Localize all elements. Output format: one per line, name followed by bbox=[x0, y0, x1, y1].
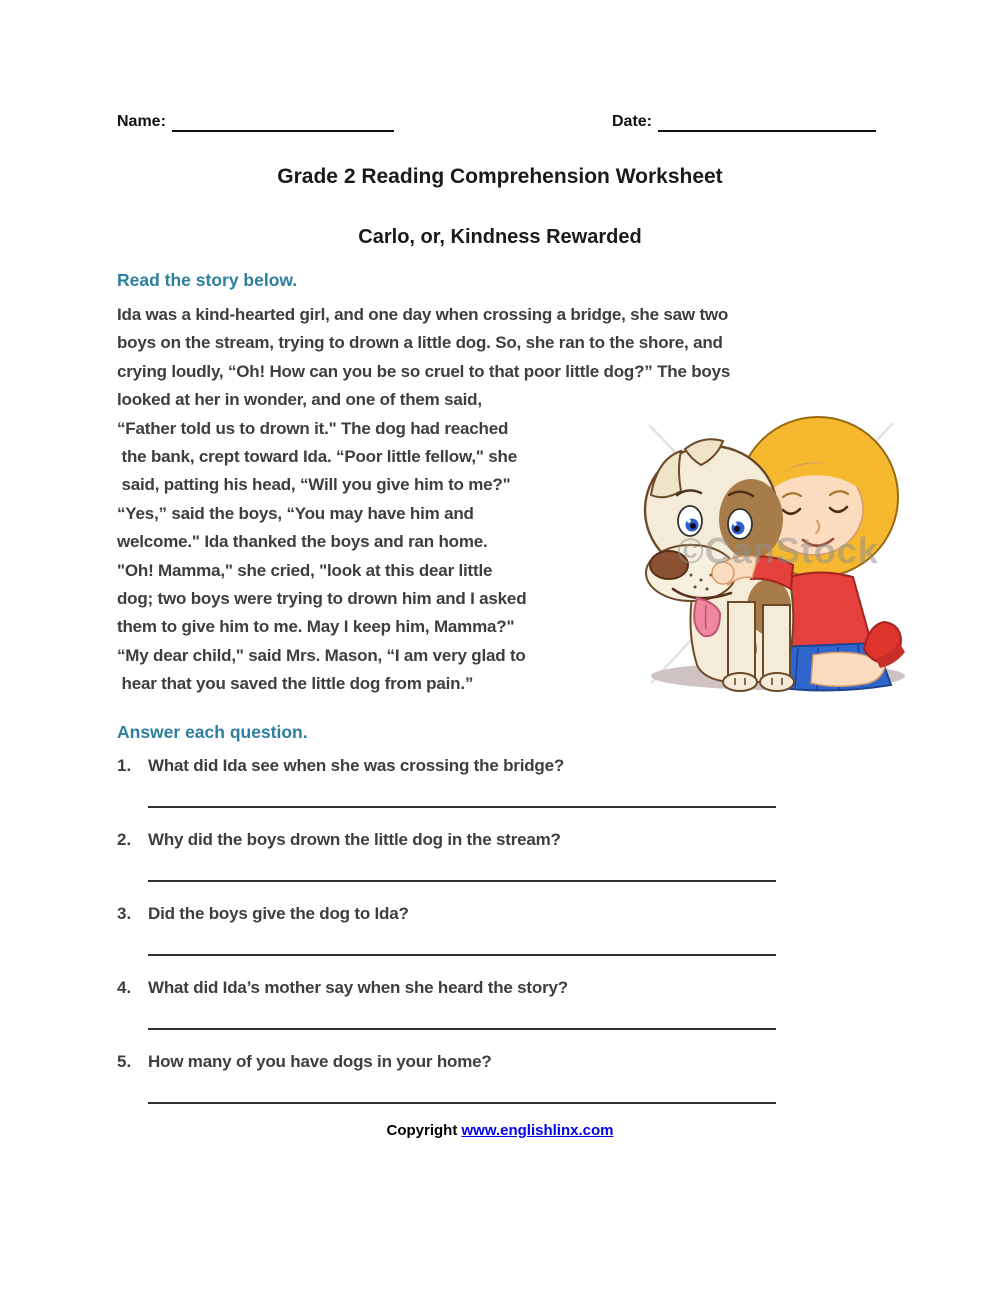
story-line: Ida was a kind-hearted girl, and one day when crossing a bridge, she saw two bbox=[117, 305, 729, 324]
question-text: How many of you have dogs in your home? bbox=[148, 1052, 492, 1071]
story-title: Carlo, or, Kindness Rewarded bbox=[358, 226, 642, 248]
story-line: crying loudly, “Oh! How can you be so cruel to that poor little dog?” The boys bbox=[117, 361, 731, 381]
question-text: Did the boys give the dog to Ida? bbox=[148, 904, 409, 923]
date-field bbox=[612, 112, 876, 132]
answer-blank-line bbox=[148, 1028, 776, 1030]
story-line: “Father told us to drown it." The dog had reached bbox=[117, 418, 509, 438]
question-number: 3. bbox=[117, 904, 132, 923]
question-text: What did Ida see when she was crossing the bridge? bbox=[148, 756, 565, 775]
date-label: Date: bbox=[611, 113, 652, 130]
name-field bbox=[117, 112, 394, 132]
question-number: 4. bbox=[117, 978, 132, 997]
question-block bbox=[117, 978, 885, 1030]
footer-copyright bbox=[0, 1122, 1000, 1139]
answer-blank-line bbox=[148, 880, 776, 882]
date-blank-line bbox=[658, 114, 876, 132]
answer-blank-line bbox=[148, 954, 776, 956]
question-block bbox=[117, 1052, 885, 1104]
questions-section-heading: Answer each question. bbox=[117, 722, 308, 742]
story-section-heading: Read the story below. bbox=[117, 270, 298, 290]
story-line: boys on the stream, trying to drown a little dog. So, she ran to the shore, and bbox=[117, 333, 723, 353]
story-line: looked at her in wonder, and one of them said, bbox=[117, 390, 482, 410]
clipart-girl-hugging-dog bbox=[633, 397, 910, 695]
story-line: them to give him to me. May I keep him, Mamma?" bbox=[117, 617, 515, 637]
stock-watermark-text: ©CanStock bbox=[677, 530, 879, 571]
story-line: "Oh! Mamma," she cried, "look at this dear little bbox=[117, 560, 493, 580]
question-text: Why did the boys drown the little dog in the stream? bbox=[148, 830, 561, 849]
story-line: “My dear child," said Mrs. Mason, “I am very glad to bbox=[117, 645, 526, 665]
question-block bbox=[117, 904, 885, 956]
questions-list bbox=[117, 756, 885, 1104]
question-number: 5. bbox=[117, 1052, 132, 1071]
story-line: dog; two boys were trying to drown him and I asked bbox=[117, 589, 527, 609]
story-line: welcome." Ida thanked the boys and ran home. bbox=[117, 532, 488, 552]
answer-blank-line bbox=[148, 806, 776, 808]
questions-section bbox=[117, 722, 885, 1126]
copyright-link[interactable]: www.englishlinx.com bbox=[461, 1122, 614, 1139]
name-label: Name: bbox=[117, 113, 166, 130]
copyright-label: Copyright bbox=[386, 1122, 458, 1139]
story-line: the bank, crept toward Ida. “Poor little fellow," she bbox=[117, 447, 517, 467]
name-blank-line bbox=[172, 114, 394, 132]
story-line: hear that you saved the little dog from pain.” bbox=[117, 674, 474, 694]
story-line: said, patting his head, “Will you give him to me?" bbox=[117, 475, 511, 495]
question-block bbox=[117, 756, 885, 808]
question-text: What did Ida’s mother say when she heard the story? bbox=[148, 978, 568, 997]
question-block bbox=[117, 830, 885, 882]
header-row bbox=[117, 112, 876, 132]
question-number: 1. bbox=[117, 756, 132, 775]
answer-blank-line bbox=[148, 1102, 776, 1104]
story-line: “Yes,” said the boys, “You may have him and bbox=[117, 503, 474, 523]
page-title: Grade 2 Reading Comprehension Worksheet bbox=[277, 165, 723, 188]
question-number: 2. bbox=[117, 830, 132, 849]
